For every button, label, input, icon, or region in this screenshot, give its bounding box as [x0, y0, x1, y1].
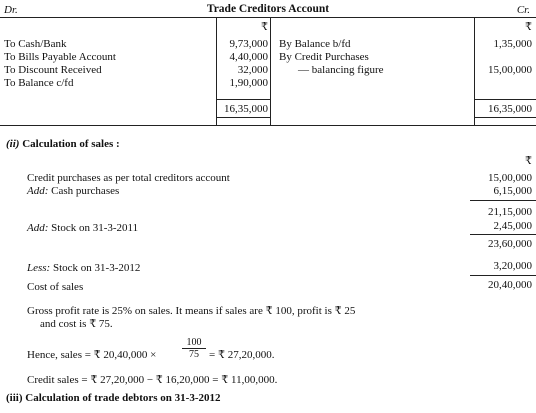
calc-row-text: Stock on 31-3-2012	[52, 262, 141, 274]
left-row-label: To Bills Payable Account	[4, 51, 116, 63]
gross-profit-line-1: Gross profit rate is 25% on sales. It means if sales are ₹ 100, profit is ₹ 25	[27, 305, 356, 317]
left-total-rule-top	[216, 99, 270, 100]
calc-row-amount: 2,45,000	[493, 220, 532, 232]
account-title: Trade Creditors Account	[206, 3, 330, 15]
right-total-rule-bottom	[474, 117, 536, 118]
debtors-heading	[6, 392, 221, 404]
right-row-amount: 15,00,000	[488, 64, 532, 76]
sales-heading-number: (ii)	[6, 138, 20, 150]
account-bottom-rule	[0, 125, 536, 126]
left-row-amount: 1,90,000	[229, 77, 268, 89]
fraction-numerator: 100	[182, 337, 206, 349]
right-total: 16,35,000	[488, 103, 532, 115]
hence-sales-result: = ₹ 27,20,000.	[209, 349, 275, 361]
left-row-amount: 4,40,000	[229, 51, 268, 63]
calc-row-prefix: Add:	[27, 185, 49, 197]
subtotal-rule	[470, 234, 536, 235]
calc-row-amount: 3,20,000	[493, 260, 532, 272]
right-currency-symbol: ₹	[525, 21, 532, 33]
calc-subtotal: 21,15,000	[488, 206, 532, 218]
right-row-label: — balancing figure	[298, 64, 384, 76]
subtotal-rule	[470, 200, 536, 201]
credit-marker: Cr.	[516, 4, 530, 16]
credit-sales-line: Credit sales = ₹ 27,20,000 − ₹ 16,20,000 = ₹ 11,00,000.	[27, 374, 278, 386]
calc-row-prefix: Less:	[27, 262, 51, 274]
account-top-rule	[0, 17, 536, 18]
calc-row-amount: 6,15,000	[493, 185, 532, 197]
sales-currency-symbol: ₹	[525, 155, 532, 167]
left-total: 16,35,000	[224, 103, 268, 115]
fraction-denominator: 75	[189, 349, 199, 360]
calc-row-label	[27, 185, 119, 197]
debit-marker: Dr.	[4, 4, 18, 16]
calc-row-label: Cost of sales	[27, 281, 84, 293]
calc-row-label	[27, 262, 140, 274]
right-total-rule-top	[474, 99, 536, 100]
left-row-label: To Discount Received	[4, 64, 102, 76]
debtors-heading-text: Calculation of trade debtors on 31-3-2012	[25, 392, 221, 404]
right-row-label: By Credit Purchases	[279, 51, 369, 63]
left-currency-symbol: ₹	[261, 21, 268, 33]
right-row-label: By Balance b/fd	[279, 38, 351, 50]
calc-row-text: Cash purchases	[51, 185, 120, 197]
account-col-divider-1	[216, 17, 217, 125]
calc-row-label	[27, 222, 138, 234]
gross-profit-line-2: and cost is ₹ 75.	[40, 318, 113, 330]
sales-fraction	[182, 337, 206, 360]
calc-row-prefix: Add:	[27, 222, 49, 234]
calc-row-text: Stock on 31-3-2011	[51, 222, 139, 234]
hence-sales-prefix: Hence, sales = ₹ 20,40,000 ×	[27, 349, 157, 361]
debtors-heading-number: (iii)	[6, 392, 23, 404]
calc-row-label: Credit purchases as per total creditors account	[27, 172, 230, 184]
right-row-amount: 1,35,000	[493, 38, 532, 50]
left-row-amount: 32,000	[237, 64, 268, 76]
left-row-label: To Cash/Bank	[4, 38, 67, 50]
account-col-divider-2	[474, 17, 475, 125]
left-row-label: To Balance c/fd	[4, 77, 74, 89]
left-row-amount: 9,73,000	[229, 38, 268, 50]
sales-heading	[6, 138, 120, 150]
calc-row-amount: 15,00,000	[488, 172, 532, 184]
left-total-rule-bottom	[216, 117, 270, 118]
account-center-divider	[270, 17, 271, 125]
calc-subtotal: 23,60,000	[488, 238, 532, 250]
calc-row-amount: 20,40,000	[488, 279, 532, 291]
cost-of-sales-rule	[470, 275, 536, 276]
sales-heading-text: Calculation of sales :	[22, 138, 120, 150]
